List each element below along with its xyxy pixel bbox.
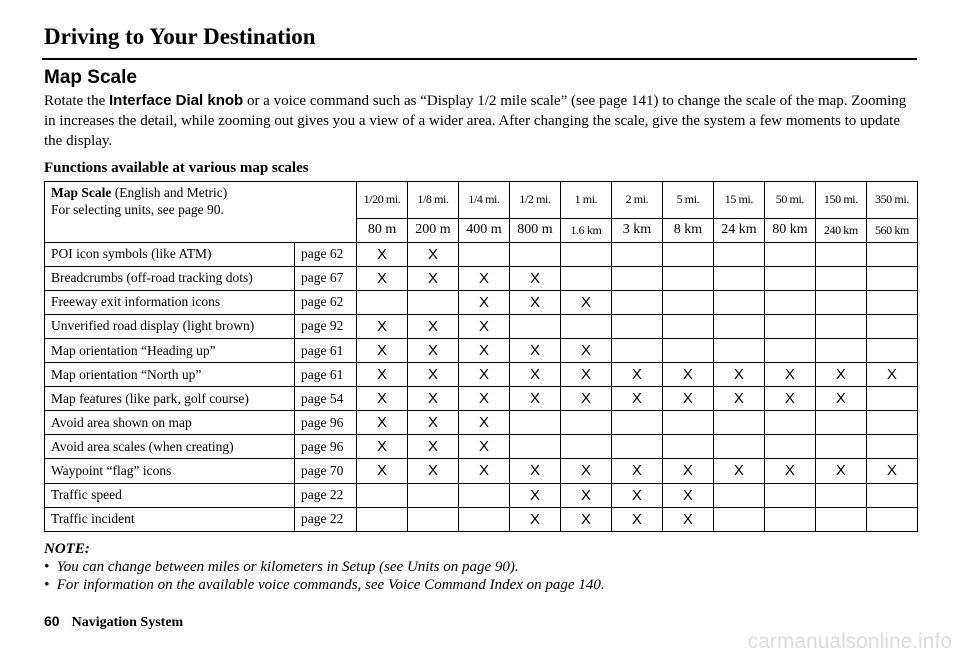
- availability-mark: X: [458, 290, 509, 314]
- availability-mark: X: [458, 338, 509, 362]
- empty-cell: [815, 435, 866, 459]
- availability-mark: X: [764, 459, 815, 483]
- table-row: [45, 459, 918, 483]
- corner-subtitle: For selecting units, see page 90.: [51, 202, 224, 217]
- scale-metric-header: 560 km: [866, 218, 917, 242]
- empty-cell: [764, 435, 815, 459]
- empty-cell: [662, 242, 713, 266]
- availability-mark: X: [866, 459, 917, 483]
- availability-mark: X: [560, 459, 611, 483]
- availability-mark: X: [662, 363, 713, 387]
- scale-english-header: 1/4 mi.: [458, 182, 509, 219]
- availability-mark: X: [509, 363, 560, 387]
- empty-cell: [713, 411, 764, 435]
- page-header-title: Driving to Your Destination: [44, 24, 316, 49]
- note-block: [44, 540, 605, 594]
- empty-cell: [764, 411, 815, 435]
- empty-cell: [815, 507, 866, 531]
- scale-metric-header: 200 m: [408, 218, 459, 242]
- empty-cell: [408, 483, 459, 507]
- empty-cell: [713, 242, 764, 266]
- availability-mark: X: [408, 338, 459, 362]
- availability-mark: X: [408, 387, 459, 411]
- scale-metric-header: 800 m: [509, 218, 560, 242]
- page-number: 60: [44, 613, 60, 629]
- empty-cell: [611, 266, 662, 290]
- availability-mark: X: [560, 363, 611, 387]
- function-label: Waypoint “flag” icons: [45, 459, 295, 483]
- empty-cell: [357, 507, 408, 531]
- empty-cell: [815, 483, 866, 507]
- empty-cell: [611, 435, 662, 459]
- page-reference: page 62: [295, 242, 357, 266]
- empty-cell: [662, 266, 713, 290]
- availability-mark: X: [509, 459, 560, 483]
- function-label: Traffic speed: [45, 483, 295, 507]
- availability-mark: X: [357, 459, 408, 483]
- availability-mark: X: [458, 266, 509, 290]
- availability-mark: X: [458, 314, 509, 338]
- availability-mark: X: [357, 387, 408, 411]
- empty-cell: [713, 483, 764, 507]
- function-label: Freeway exit information icons: [45, 290, 295, 314]
- section-title: Map Scale: [44, 67, 137, 88]
- scale-english-header: 1 mi.: [560, 182, 611, 219]
- empty-cell: [764, 290, 815, 314]
- empty-cell: [560, 242, 611, 266]
- availability-mark: X: [560, 290, 611, 314]
- table-row: [45, 363, 918, 387]
- availability-mark: X: [662, 387, 713, 411]
- corner-title: Map Scale: [51, 185, 112, 200]
- scale-english-header: 1/2 mi.: [509, 182, 560, 219]
- function-label: Traffic incident: [45, 507, 295, 531]
- empty-cell: [815, 411, 866, 435]
- availability-mark: X: [509, 483, 560, 507]
- availability-mark: X: [357, 242, 408, 266]
- empty-cell: [815, 314, 866, 338]
- page-reference: page 67: [295, 266, 357, 290]
- availability-mark: X: [815, 363, 866, 387]
- empty-cell: [713, 266, 764, 290]
- empty-cell: [458, 242, 509, 266]
- availability-mark: X: [408, 314, 459, 338]
- empty-cell: [662, 338, 713, 362]
- empty-cell: [357, 483, 408, 507]
- availability-mark: X: [408, 411, 459, 435]
- scale-english-header: 150 mi.: [815, 182, 866, 219]
- scale-english-header: 50 mi.: [764, 182, 815, 219]
- availability-mark: X: [764, 363, 815, 387]
- intro-text: or a voice command such as “Display 1/2 mile scale” (see page 141) to change the scale of the map. Zooming in increases the detail, while zooming out gives you a view of a wider area. After changing the scale, give the system a few moments to update the display.: [44, 93, 907, 149]
- empty-cell: [815, 242, 866, 266]
- availability-mark: X: [560, 507, 611, 531]
- empty-cell: [611, 338, 662, 362]
- map-scale-table: [44, 181, 918, 532]
- availability-mark: X: [866, 363, 917, 387]
- page-reference: page 22: [295, 507, 357, 531]
- empty-cell: [408, 507, 459, 531]
- scale-metric-header: 8 km: [662, 218, 713, 242]
- page-reference: page 61: [295, 338, 357, 362]
- empty-cell: [560, 266, 611, 290]
- function-label: Unverified road display (light brown): [45, 314, 295, 338]
- empty-cell: [866, 290, 917, 314]
- empty-cell: [662, 314, 713, 338]
- table-corner-cell: [45, 182, 357, 219]
- availability-mark: X: [560, 338, 611, 362]
- availability-mark: X: [458, 411, 509, 435]
- empty-cell: [866, 266, 917, 290]
- scale-metric-header: 80 km: [764, 218, 815, 242]
- availability-mark: X: [611, 363, 662, 387]
- scale-metric-header: 1.6 km: [560, 218, 611, 242]
- availability-mark: X: [458, 387, 509, 411]
- availability-mark: X: [357, 363, 408, 387]
- intro-paragraph: [44, 91, 919, 151]
- table-row: [45, 507, 918, 531]
- empty-cell: [866, 483, 917, 507]
- scale-english-header: 350 mi.: [866, 182, 917, 219]
- table-row: [45, 483, 918, 507]
- empty-cell: [408, 290, 459, 314]
- empty-cell: [764, 314, 815, 338]
- empty-cell: [662, 435, 713, 459]
- scale-english-header: 1/20 mi.: [357, 182, 408, 219]
- table-row: [45, 242, 918, 266]
- table-row: [45, 266, 918, 290]
- availability-mark: X: [509, 290, 560, 314]
- table-row: [45, 435, 918, 459]
- availability-mark: X: [611, 507, 662, 531]
- intro-knob-name: Interface Dial knob: [108, 92, 244, 109]
- availability-mark: X: [662, 507, 713, 531]
- header-row-metric: [45, 218, 918, 242]
- empty-cell: [764, 242, 815, 266]
- empty-cell: [509, 411, 560, 435]
- availability-mark: X: [509, 338, 560, 362]
- page-footer: [44, 613, 183, 631]
- availability-mark: X: [815, 387, 866, 411]
- empty-cell: [560, 411, 611, 435]
- empty-cell: [662, 290, 713, 314]
- empty-cell: [713, 338, 764, 362]
- availability-mark: X: [357, 266, 408, 290]
- note-item: • For information on the available voice commands, see Voice Command Index on page 140.: [44, 577, 605, 593]
- scale-metric-header: 3 km: [611, 218, 662, 242]
- availability-mark: X: [611, 459, 662, 483]
- page-reference: page 22: [295, 483, 357, 507]
- availability-mark: X: [713, 363, 764, 387]
- availability-mark: X: [662, 483, 713, 507]
- empty-cell: [560, 314, 611, 338]
- page-reference: page 70: [295, 459, 357, 483]
- availability-mark: X: [357, 338, 408, 362]
- empty-cell: [764, 266, 815, 290]
- empty-cell: [713, 435, 764, 459]
- table-row: [45, 387, 918, 411]
- intro-lead: Rotate the: [44, 93, 109, 109]
- table-row: [45, 290, 918, 314]
- availability-mark: X: [764, 387, 815, 411]
- function-label: POI icon symbols (like ATM): [45, 242, 295, 266]
- empty-cell: [815, 266, 866, 290]
- function-label: Avoid area shown on map: [45, 411, 295, 435]
- availability-mark: X: [357, 435, 408, 459]
- availability-mark: X: [458, 363, 509, 387]
- availability-mark: X: [458, 459, 509, 483]
- scale-metric-header: 80 m: [357, 218, 408, 242]
- empty-cell: [764, 338, 815, 362]
- empty-cell: [458, 507, 509, 531]
- scale-english-header: 5 mi.: [662, 182, 713, 219]
- scale-english-header: 15 mi.: [713, 182, 764, 219]
- empty-cell: [509, 314, 560, 338]
- page-reference: page 96: [295, 435, 357, 459]
- table-row: [45, 411, 918, 435]
- availability-mark: X: [357, 411, 408, 435]
- availability-mark: X: [408, 242, 459, 266]
- scale-metric-header: 240 km: [815, 218, 866, 242]
- scale-metric-header: 24 km: [713, 218, 764, 242]
- empty-cell: [560, 435, 611, 459]
- availability-mark: X: [509, 387, 560, 411]
- empty-cell: [815, 338, 866, 362]
- empty-cell: [357, 290, 408, 314]
- empty-cell: [509, 435, 560, 459]
- empty-cell: [611, 290, 662, 314]
- empty-cell: [866, 387, 917, 411]
- availability-mark: X: [509, 266, 560, 290]
- page-reference: page 62: [295, 290, 357, 314]
- table-row: [45, 314, 918, 338]
- availability-mark: X: [408, 435, 459, 459]
- availability-mark: X: [611, 483, 662, 507]
- availability-mark: X: [662, 459, 713, 483]
- empty-cell: [866, 242, 917, 266]
- function-label: Map orientation “Heading up”: [45, 338, 295, 362]
- empty-cell: [611, 314, 662, 338]
- availability-mark: X: [509, 507, 560, 531]
- empty-cell: [815, 290, 866, 314]
- function-label: Map orientation “North up”: [45, 363, 295, 387]
- function-label: Map features (like park, golf course): [45, 387, 295, 411]
- empty-cell: [611, 411, 662, 435]
- scale-english-header: 2 mi.: [611, 182, 662, 219]
- availability-mark: X: [611, 387, 662, 411]
- table-corner-cell-lower: [45, 218, 357, 242]
- scale-english-header: 1/8 mi.: [408, 182, 459, 219]
- availability-mark: X: [815, 459, 866, 483]
- empty-cell: [866, 314, 917, 338]
- watermark: carmanualsonline.info: [747, 630, 952, 653]
- table-row: [45, 338, 918, 362]
- empty-cell: [713, 314, 764, 338]
- availability-mark: X: [713, 387, 764, 411]
- header-row-english: [45, 182, 918, 219]
- function-label: Breadcrumbs (off-road tracking dots): [45, 266, 295, 290]
- availability-mark: X: [560, 483, 611, 507]
- availability-mark: X: [408, 459, 459, 483]
- availability-mark: X: [408, 363, 459, 387]
- function-label: Avoid area scales (when creating): [45, 435, 295, 459]
- empty-cell: [611, 242, 662, 266]
- empty-cell: [866, 507, 917, 531]
- page-reference: page 61: [295, 363, 357, 387]
- empty-cell: [713, 290, 764, 314]
- empty-cell: [713, 507, 764, 531]
- note-item: • You can change between miles or kilometers in Setup (see Units on page 90).: [44, 559, 519, 575]
- note-label: NOTE:: [44, 541, 90, 557]
- page-reference: page 92: [295, 314, 357, 338]
- table-caption: Functions available at various map scales: [44, 160, 309, 176]
- availability-mark: X: [713, 459, 764, 483]
- availability-mark: X: [560, 387, 611, 411]
- empty-cell: [509, 242, 560, 266]
- availability-mark: X: [408, 266, 459, 290]
- empty-cell: [866, 338, 917, 362]
- corner-title-rest: (English and Metric): [111, 185, 228, 200]
- page-reference: page 54: [295, 387, 357, 411]
- scale-metric-header: 400 m: [458, 218, 509, 242]
- empty-cell: [866, 435, 917, 459]
- footer-title: Navigation System: [71, 615, 184, 630]
- empty-cell: [662, 411, 713, 435]
- empty-cell: [866, 411, 917, 435]
- header-rule: [42, 58, 917, 60]
- availability-mark: X: [458, 435, 509, 459]
- empty-cell: [764, 507, 815, 531]
- availability-mark: X: [357, 314, 408, 338]
- empty-cell: [458, 483, 509, 507]
- empty-cell: [764, 483, 815, 507]
- page-reference: page 96: [295, 411, 357, 435]
